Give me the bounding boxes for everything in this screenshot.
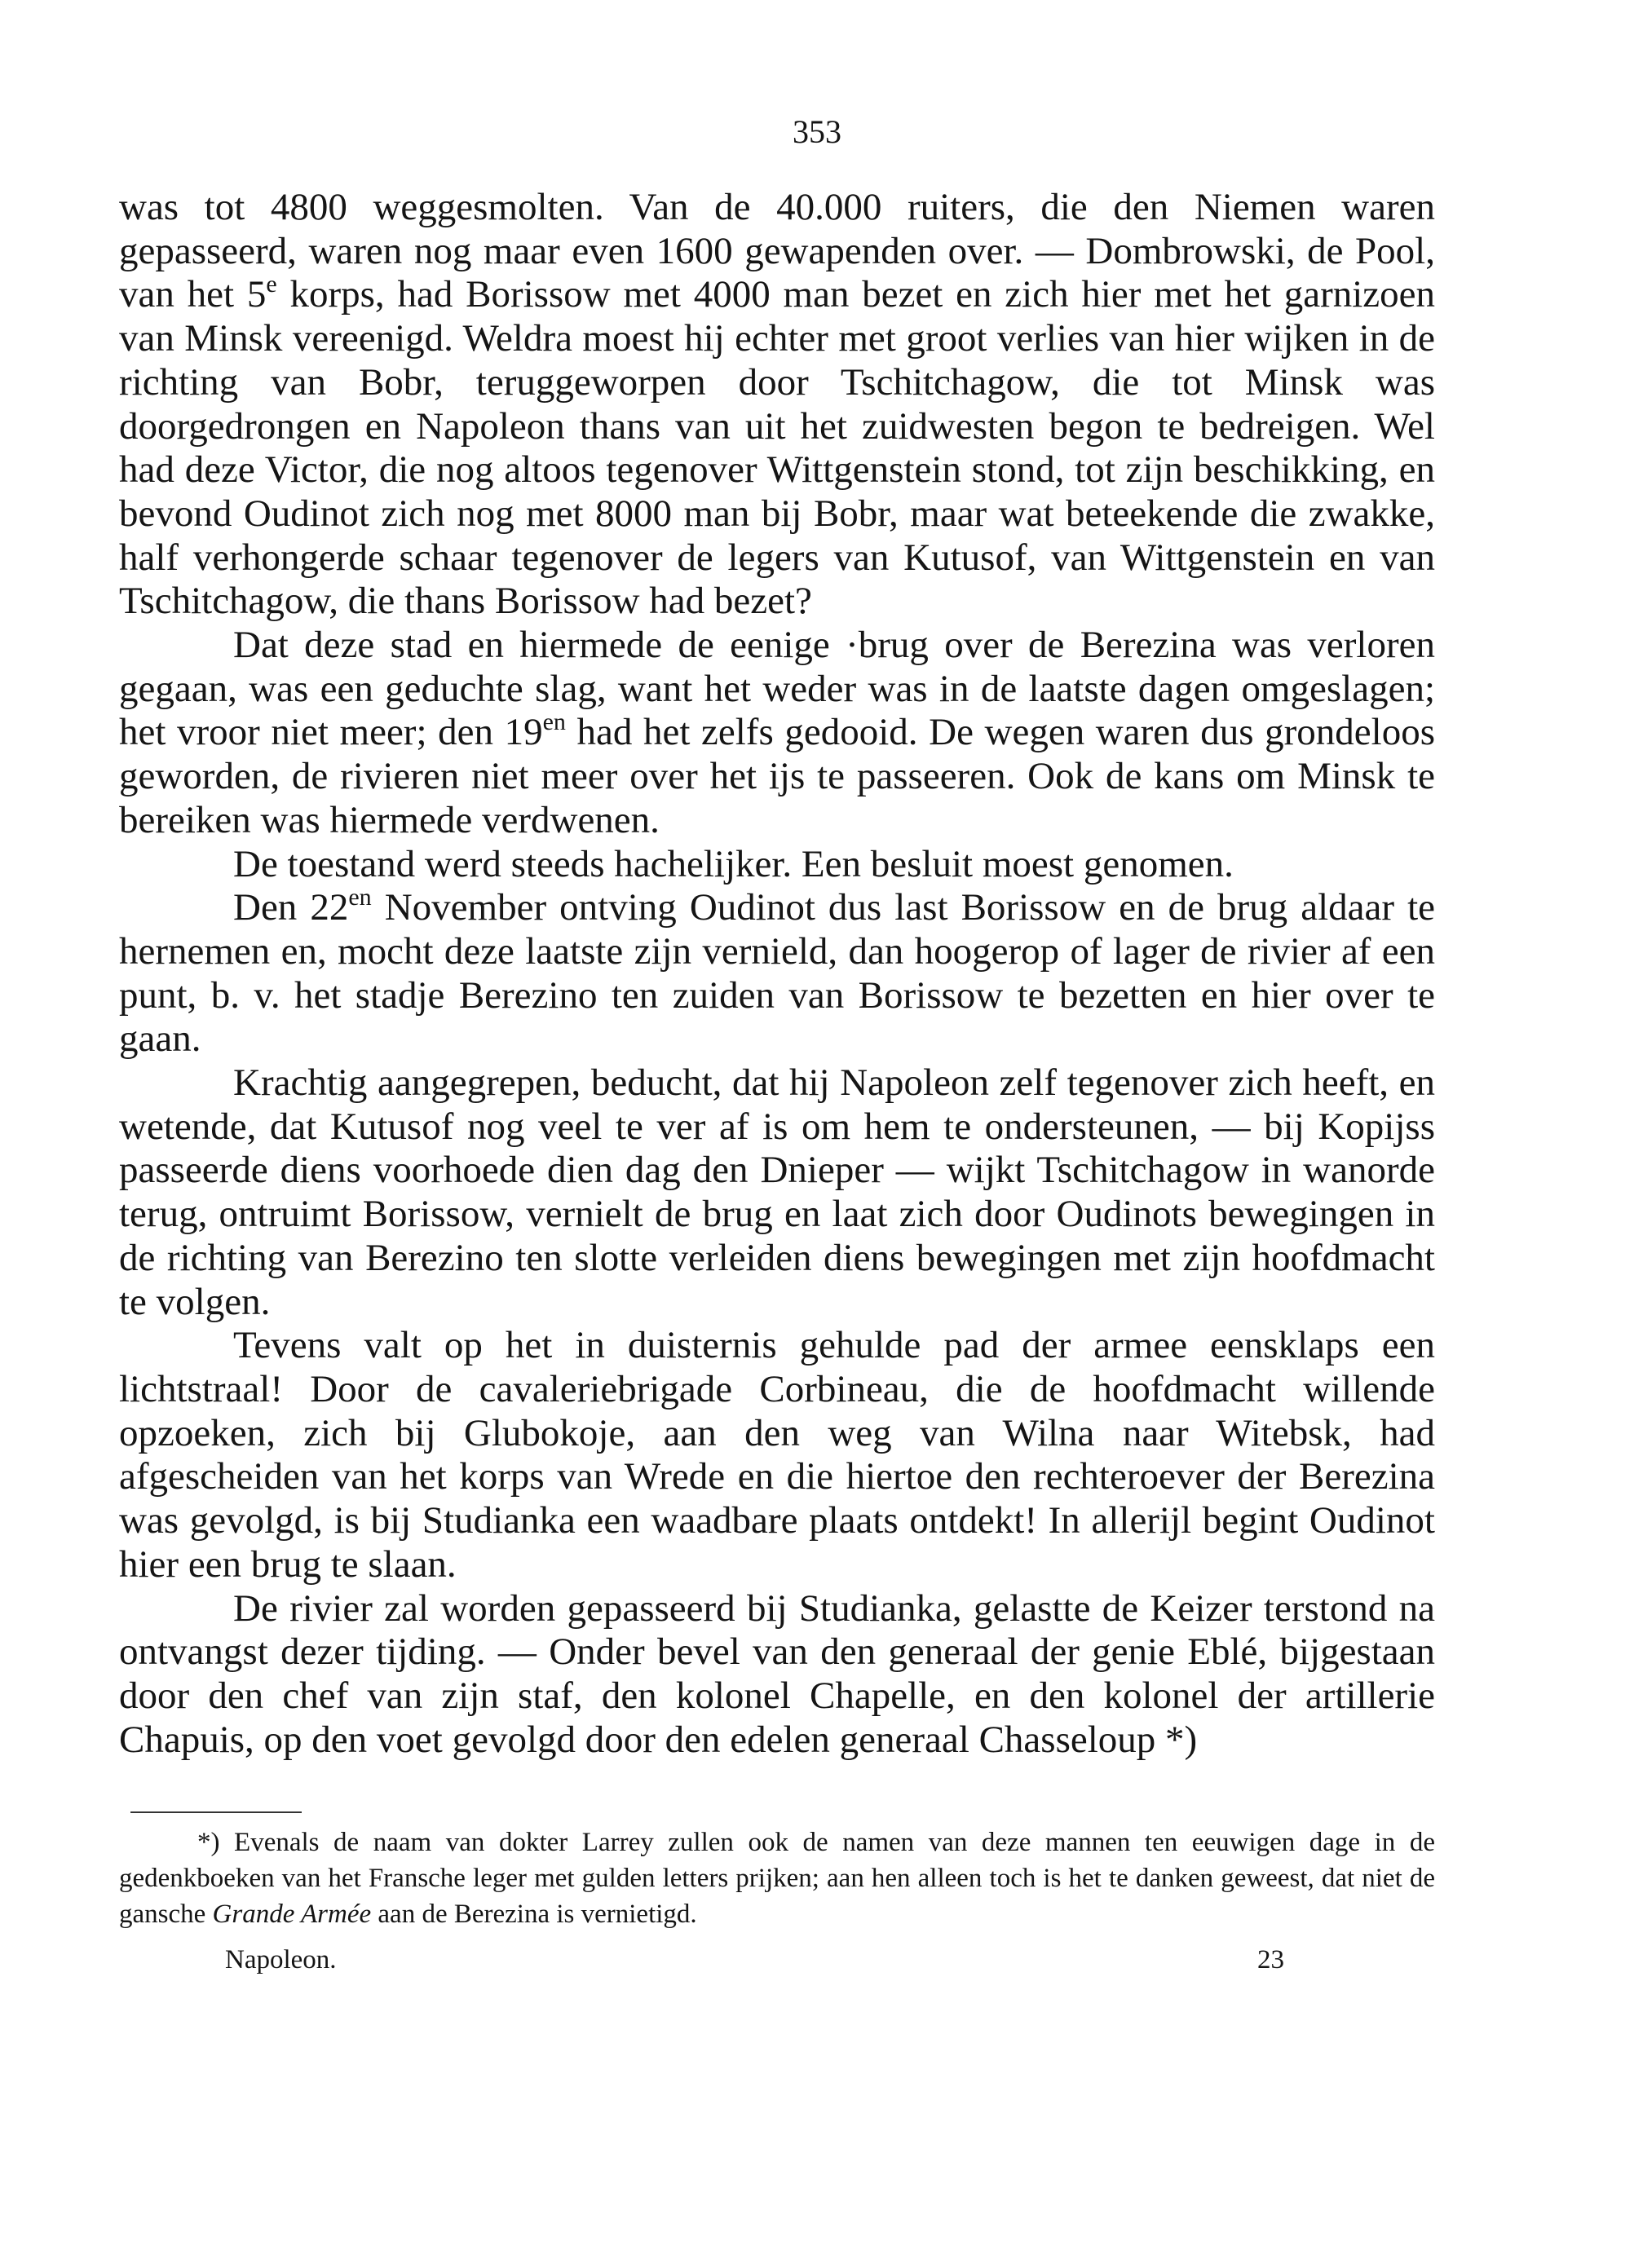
paragraph-3: De toestand werd steeds hachelijker. Een besluit moest genomen. [233,842,1234,885]
paragraph-2-text-b: had het zelfs gedooid. De wegen waren dus grondeloos geworden, de rivieren niet meer over het ijs te passeeren. Ook de kans om Minsk te bereiken was hiermede verdwenen. [119,711,1435,841]
footnote-text-a: *) Evenals de naam van dokter Larrey zullen ook de namen van deze mannen ten eeuwigen dage in de gedenkboeken van het Fransche leger met gulden letters prijken; aan hen alleen toch is het te danken geweest, dat niet de gansche [119,1828,1435,1929]
paragraph-2-text-a: Dat deze stad en hiermede de eenige ·brug over de Berezina was verloren gegaan, was een geduchte slag, want het weder was in de laatste dagen omgeslagen; het vroor niet meer; den 19 [119,624,1435,754]
paragraph-2 [119,624,1435,843]
footnote-italic-term: Grande Armée [212,1900,372,1929]
footnote-text-b: aan de Berezina is vernietigd. [371,1900,697,1929]
paragraph-1-text-a: was tot 4800 weggesmolten. Van de 40.000 ruiters, die den Niemen waren gepasseerd, waren nog maar even 1600 gewapenden over. — Dombrowski, de Pool, van het 5 [119,186,1435,316]
paragraph-5: Krachtig aangegrepen, beducht, dat hij Napoleon zelf tegenover zich heeft, en wetende, dat Kutusof nog veel te ver af is om hem te ondersteunen, — bij Kopijss passeerde diens voorhoede dien dag den Dnieper — wijkt Tschitchagow in wanorde terug, ontruimt Borissow, vernielt de brug en laat zich door Oudinots bewegingen in de richting van Berezino ten slotte verleiden diens bewegingen met zijn hoofdmacht te volgen. [119,1061,1435,1323]
footnote [119,1825,1435,1932]
footer-sheet-number: 23 [1257,1945,1284,1975]
footer-signature: Napoleon. [225,1945,337,1975]
paragraph-1 [119,186,1435,624]
paragraph-4 [119,886,1435,1061]
paragraph-1-superscript: e [266,271,277,298]
paragraph-4-text-a: Den 22 [233,886,349,929]
paragraph-2-superscript: en [542,708,566,736]
paragraph-4-text-b: November ontving Oudinot dus last Borissow en de brug aldaar te hernemen en, mocht deze laatste zijn vernield, dan hoogerop of lager de rivier af een punt, b. v. het stadje Berezino ten zuiden van Borissow te bezetten en hier over te gaan. [119,886,1435,1061]
paragraph-6: Tevens valt op het in duisternis gehulde pad der armee eensklaps een lichtstraal! Door de cavaleriebrigade Corbineau, die de hoofdmacht willende opzoeken, zich bij Glubokoje, aan den weg van Wilna naar Witebsk, had afgescheiden van het korps van Wrede en die hiertoe den rechteroever der Berezina was gevolgd, is bij Studianka een waadbare plaats ontdekt! In allerijl begint Oudinot hier een brug te slaan. [119,1324,1435,1586]
footnote-divider [130,1811,302,1813]
paragraph-7: De rivier zal worden gepasseerd bij Studianka, gelastte de Keizer terstond na ontvangst dezer tijding. — Onder bevel van den generaal der genie Eblé, bijgestaan door den chef van zijn staf, den kolonel Chapelle, en den kolonel der artillerie Chapuis, op den voet gevolgd door den edelen generaal Chasseloup *) [119,1586,1435,1761]
page-number: 353 [793,113,841,150]
paragraph-4-superscript: en [348,884,372,911]
paragraph-1-text-b: korps, had Borissow met 4000 man bezet en zich hier met het garnizoen van Minsk vereenigd. Weldra moest hij echter met groot verlies van hier wijken in de richting van Bobr, teruggeworpen door Tschitchagow, die tot Minsk was doorgedrongen en Napoleon thans van uit het zuidwesten begon te bedreigen. Wel had deze Victor, die nog altoos tegenover Wittgenstein stond, tot zijn beschikking, en bevond Oudinot zich nog met 8000 man bij Bobr, maar wat beteekende die zwakke, half verhongerde schaar tegenover de legers van Kutusof, van Wittgenstein en van Tschitchagow, die thans Borissow had bezet? [119,273,1435,623]
main-text [119,186,1435,1762]
